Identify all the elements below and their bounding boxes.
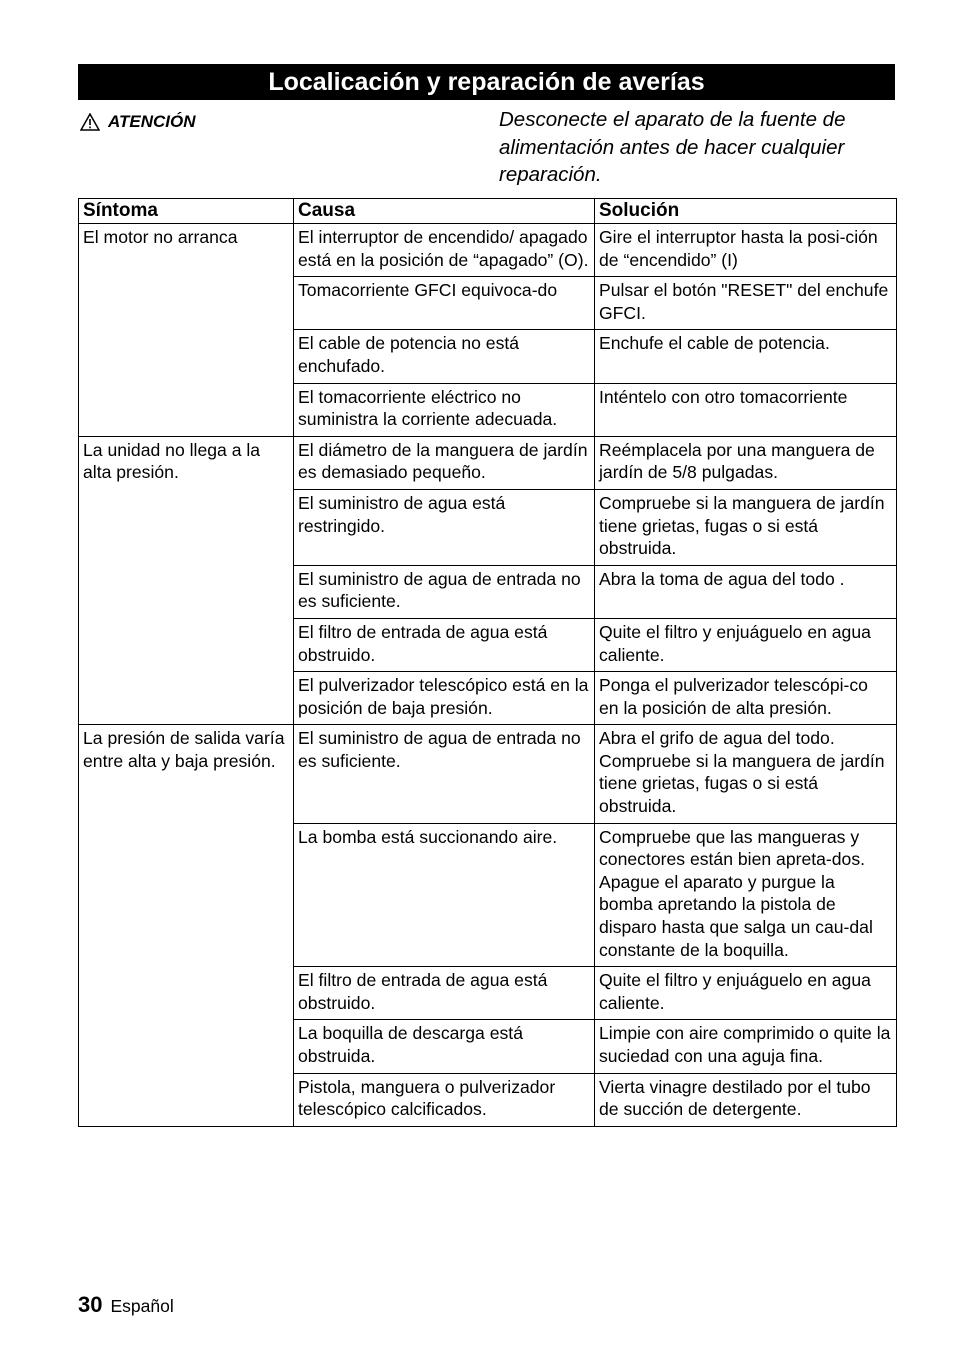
cause-cell: El tomacorriente eléctrico no suministra la corriente adecuada.	[294, 383, 595, 436]
header-symptom: Síntoma	[79, 199, 294, 224]
table-row	[79, 436, 897, 489]
cause-cell: El pulverizador telescópico está en la posición de baja presión.	[294, 672, 595, 725]
solution-cell: Abra el grifo de agua del todo. Compruebe si la manguera de jardín tiene grietas, fugas o si está obstruida.	[595, 725, 897, 823]
solution-cell: Limpie con aire comprimido o quite la suciedad con una aguja fina.	[595, 1020, 897, 1073]
warning-text: Desconecte el aparato de la fuente de alimentación antes de hacer cualquier reparación.	[499, 108, 846, 186]
solution-cell: Compruebe que las mangueras y conectores están bien apreta-dos. Apague el aparato y purgue la bomba apretando la pistola de disparo hasta que salga un cau-dal constante de la boquilla.	[595, 823, 897, 967]
page-title: Localicación y reparación de averías	[78, 64, 895, 100]
cause-cell: El cable de potencia no está enchufado.	[294, 330, 595, 383]
table-row	[79, 725, 897, 823]
page-number: 30	[78, 1292, 103, 1317]
page-footer	[78, 1292, 174, 1318]
solution-cell: Vierta vinagre destilado por el tubo de succión de detergente.	[595, 1073, 897, 1126]
cause-cell: El suministro de agua de entrada no es suficiente.	[294, 725, 595, 823]
symptom-cell: La presión de salida varía entre alta y baja presión.	[79, 725, 294, 1127]
cause-cell: Pistola, manguera o pulverizador telescópico calcificados.	[294, 1073, 595, 1126]
cause-cell: El filtro de entrada de agua está obstruido.	[294, 618, 595, 671]
symptom-cell: El motor no arranca	[79, 224, 294, 437]
table-header-row	[79, 199, 897, 224]
cause-cell: El diámetro de la manguera de jardín es demasiado pequeño.	[294, 436, 595, 489]
table-row	[79, 224, 897, 277]
cause-cell: La bomba está succionando aire.	[294, 823, 595, 967]
cause-cell: La boquilla de descarga está obstruida.	[294, 1020, 595, 1073]
solution-cell: Compruebe si la manguera de jardín tiene grietas, fugas o si está obstruida.	[595, 489, 897, 565]
page-language: Español	[110, 1296, 174, 1316]
header-cause: Causa	[294, 199, 595, 224]
solution-cell: Quite el filtro y enjuáguelo en agua caliente.	[595, 967, 897, 1020]
solution-cell: Abra la toma de agua del todo .	[595, 565, 897, 618]
solution-cell: Quite el filtro y enjuáguelo en agua caliente.	[595, 618, 897, 671]
solution-cell: Enchufe el cable de potencia.	[595, 330, 897, 383]
cause-cell: El suministro de agua de entrada no es suficiente.	[294, 565, 595, 618]
cause-cell: El filtro de entrada de agua está obstruido.	[294, 967, 595, 1020]
cause-cell: El suministro de agua está restringido.	[294, 489, 595, 565]
warning-title: ATENCIÓN	[108, 112, 196, 131]
warning-triangle-icon	[80, 113, 100, 131]
symptom-cell: La unidad no llega a la alta presión.	[79, 436, 294, 725]
cause-cell: El interruptor de encendido/ apagado está en la posición de “apagado” (O).	[294, 224, 595, 277]
solution-cell: Ponga el pulverizador telescópi-co en la posición de alta presión.	[595, 672, 897, 725]
solution-cell: Gire el interruptor hasta la posi-ción de “encendido” (I)	[595, 224, 897, 277]
troubleshooting-table	[78, 198, 897, 1127]
solution-cell: Pulsar el botón "RESET" del enchufe GFCI.	[595, 277, 897, 330]
solution-cell: Inténtelo con otro tomacorriente	[595, 383, 897, 436]
cause-cell: Tomacorriente GFCI equivoca-do	[294, 277, 595, 330]
header-solution: Solución	[595, 199, 897, 224]
warning-label	[80, 112, 196, 132]
solution-cell: Reémplacela por una manguera de jardín de 5/8 pulgadas.	[595, 436, 897, 489]
